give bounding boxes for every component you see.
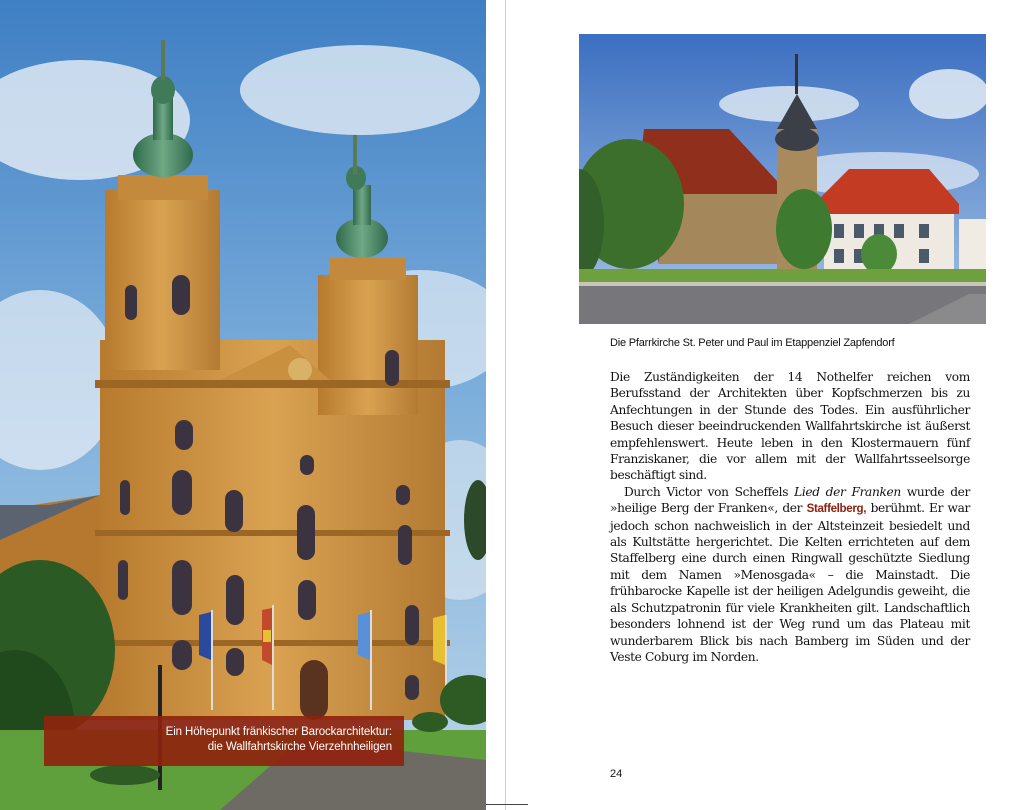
body-text <box>610 369 970 665</box>
parish-church-photo <box>579 34 986 324</box>
page-number: 24 <box>610 768 623 780</box>
baroque-basilica-photo-icon <box>0 0 486 810</box>
caption-line-1: Ein Höhepunkt fränkischer Barockarchitektur: <box>165 726 392 738</box>
basilica-photo <box>0 0 486 810</box>
staffelberg-highlight: Staffelberg, <box>806 502 867 516</box>
paragraph-2-part-1: Durch Victor von Scheffels <box>624 484 795 499</box>
paragraph-2-part-3: berühmt. Er war jedoch schon nachweislich in der Altsteinzeit besiedelt und als Kultstätte hergerichtet. Die Kelten errichteten auf dem Staffelberg eine durch einen Ringwall geschützte Siedlung mit dem Namen »Menosgada« – die Mainstadt. Die frühbarocke Kapelle ist der heiligen Adelgundis geweiht, die als Schutzpatronin für viele Krankheiten gilt. Landschaftlich besonders lohnend ist der Weg rund um das Plateau mit wunderbarem Blick bis nach Bamberg im Süden und der Veste Coburg im Norden. <box>610 501 970 664</box>
gutter-mark <box>486 804 528 805</box>
song-title: Lied der Franken <box>794 484 901 499</box>
paragraph-2 <box>610 484 970 665</box>
page-gutter <box>505 0 506 810</box>
paragraph-2-part-2: wurde der »heilige Berg der Franken«, der <box>610 484 970 516</box>
paragraph-1: Die Zuständigkeiten der 14 Nothelfer reichen vom Berufsstand der Architekten über Kopfschmerzen bis zu Anfechtungen in der Stunde des Todes. Ein ausführlicher Besuch dieser beeindruckenden Wallfahrtskirche ist äußerst empfehlenswert. Heute leben in den Klostermauern fünf Franziskaner, die vor allem mit der Wallfahrtsseelsorge beschäftigt sind. <box>610 370 970 483</box>
photo-caption-right: Die Pfarrkirche St. Peter und Paul im Etappenziel Zapfendorf <box>610 337 895 349</box>
caption-line-2: die Wallfahrtskirche Vierzehnheiligen <box>207 741 392 753</box>
photo-caption-left <box>44 716 404 766</box>
parish-church-photo-icon <box>579 34 986 324</box>
